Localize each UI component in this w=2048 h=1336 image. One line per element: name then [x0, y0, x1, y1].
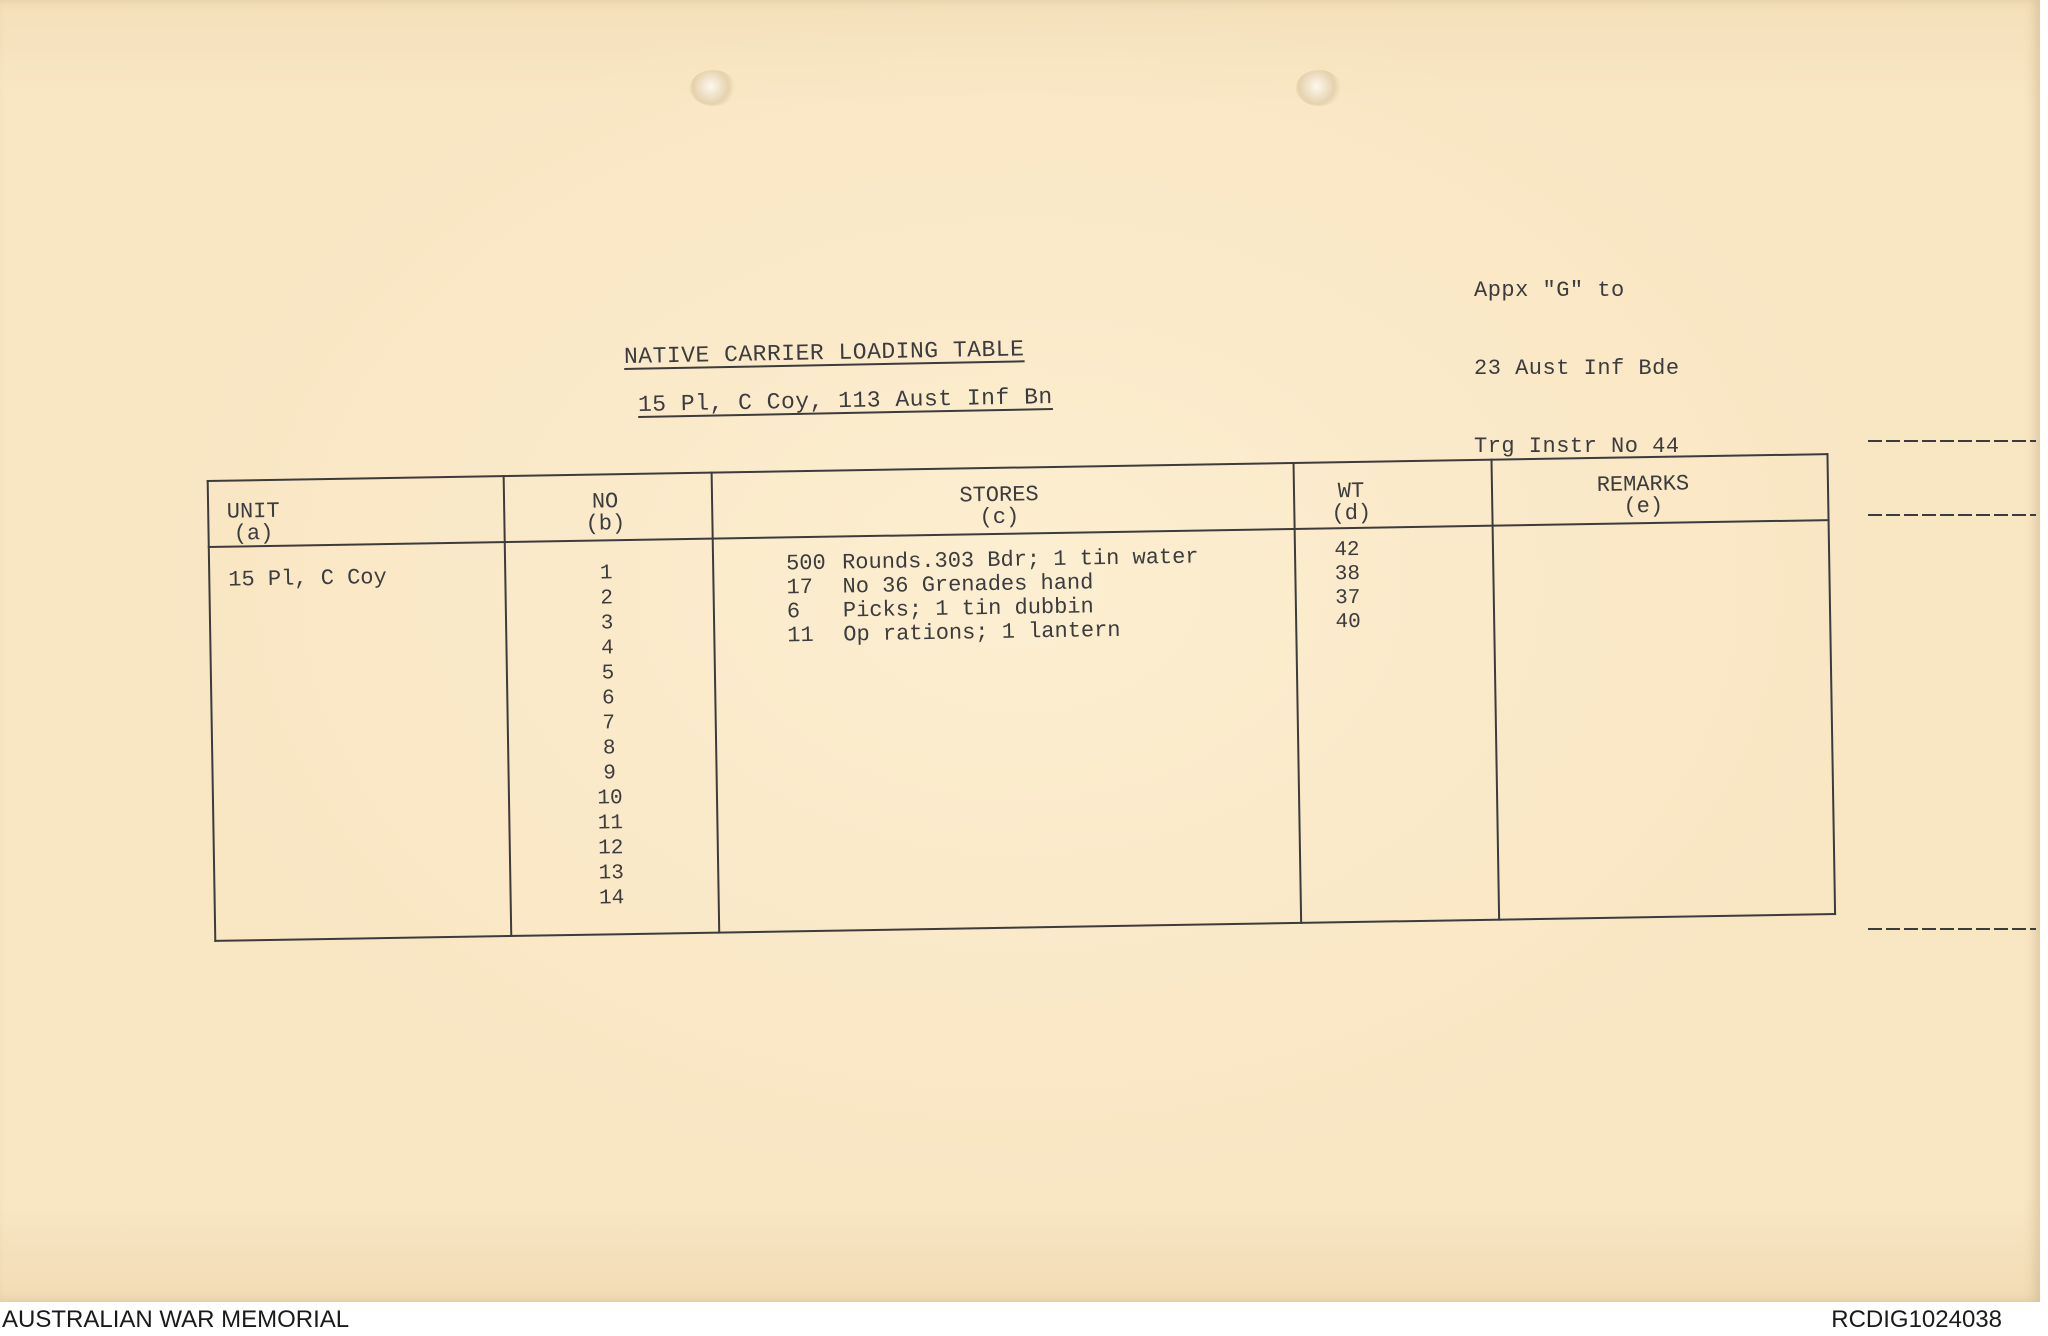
stores-quantity: 6 [786, 599, 801, 625]
punch-hole-mark [690, 70, 736, 106]
carrier-number: 5 [601, 662, 615, 686]
carrier-number: 4 [601, 637, 615, 661]
column-header-label: NO [591, 489, 619, 515]
carrier-number: 2 [600, 587, 614, 611]
archive-footer [0, 1302, 2048, 1336]
column-header-label: STORES [959, 482, 1039, 509]
table-extension-line [1868, 928, 2036, 930]
column-header-label: WT [1337, 478, 1365, 505]
carrier-number: 14 [598, 887, 625, 911]
punch-hole-mark [1296, 70, 1342, 106]
column-divider [711, 472, 721, 934]
document-subtitle: 15 Pl, C Coy, 113 Aust Inf Bn [637, 384, 1053, 418]
carrier-number-list [566, 561, 652, 912]
carrier-number: 13 [598, 862, 625, 886]
carrier-number: 8 [602, 737, 616, 761]
column-header-letter: (d) [1331, 500, 1372, 527]
column-header-label: UNIT [226, 498, 280, 525]
stores-quantity: 17 [786, 574, 814, 601]
appendix-reference-line: Trg Instr No 44 [1474, 434, 1680, 459]
weight-value: 38 [1334, 562, 1361, 587]
column-header-letter: (e) [1623, 493, 1664, 520]
column-header-no [565, 491, 646, 536]
archive-credit: AUSTRALIAN WAR MEMORIAL [2, 1306, 350, 1333]
carrier-number: 9 [603, 762, 617, 786]
weight-value: 37 [1334, 586, 1361, 611]
column-divider [503, 475, 513, 937]
stores-item: Rounds.303 Bdr; 1 tin water [841, 544, 1199, 576]
archive-reference-id: RCDIG1024038 [1831, 1306, 2002, 1333]
stores-row [787, 618, 1200, 649]
carrier-number: 1 [599, 562, 613, 586]
carrier-number: 11 [597, 812, 624, 836]
column-header-remarks [1563, 473, 1724, 520]
column-header-letter: (c) [979, 504, 1020, 531]
column-header-letter: (b) [585, 511, 626, 537]
column-header-letter: (a) [233, 520, 274, 547]
stores-quantity: 500 [785, 550, 826, 577]
column-header-label: REMARKS [1596, 471, 1690, 498]
table-bottom-border [214, 913, 1836, 942]
column-divider [1490, 459, 1500, 921]
column-header-unit [213, 498, 294, 547]
stores-item: No 36 Grenades hand [842, 570, 1094, 600]
stores-item: Op rations; 1 lantern [843, 617, 1121, 648]
column-divider [1293, 462, 1303, 924]
carrier-number: 3 [600, 612, 614, 636]
weight-list [1312, 539, 1384, 636]
appendix-reference-line: 23 Aust Inf Bde [1474, 356, 1680, 381]
carrier-number: 10 [597, 787, 623, 811]
appendix-reference-line: Appx "G" to [1474, 278, 1625, 303]
table-left-border [207, 480, 217, 942]
weight-value: 40 [1335, 610, 1361, 635]
carrier-number: 12 [598, 837, 624, 861]
stores-item: Picks; 1 tin dubbin [842, 594, 1094, 624]
unit-cell: 15 Pl, C Coy [228, 565, 387, 593]
loading-table [206, 413, 1845, 970]
weight-value: 42 [1334, 538, 1360, 563]
table-right-border [1826, 453, 1836, 915]
stores-quantity: 11 [787, 622, 814, 649]
carrier-number: 6 [601, 687, 615, 711]
column-header-wt [1311, 480, 1392, 525]
stores-list [786, 546, 1200, 649]
document-title: NATIVE CARRIER LOADING TABLE [623, 336, 1025, 370]
column-header-stores [899, 483, 1100, 530]
table-extension-line [1868, 440, 2036, 442]
table-extension-line [1868, 514, 2036, 516]
carrier-number: 7 [602, 712, 616, 736]
